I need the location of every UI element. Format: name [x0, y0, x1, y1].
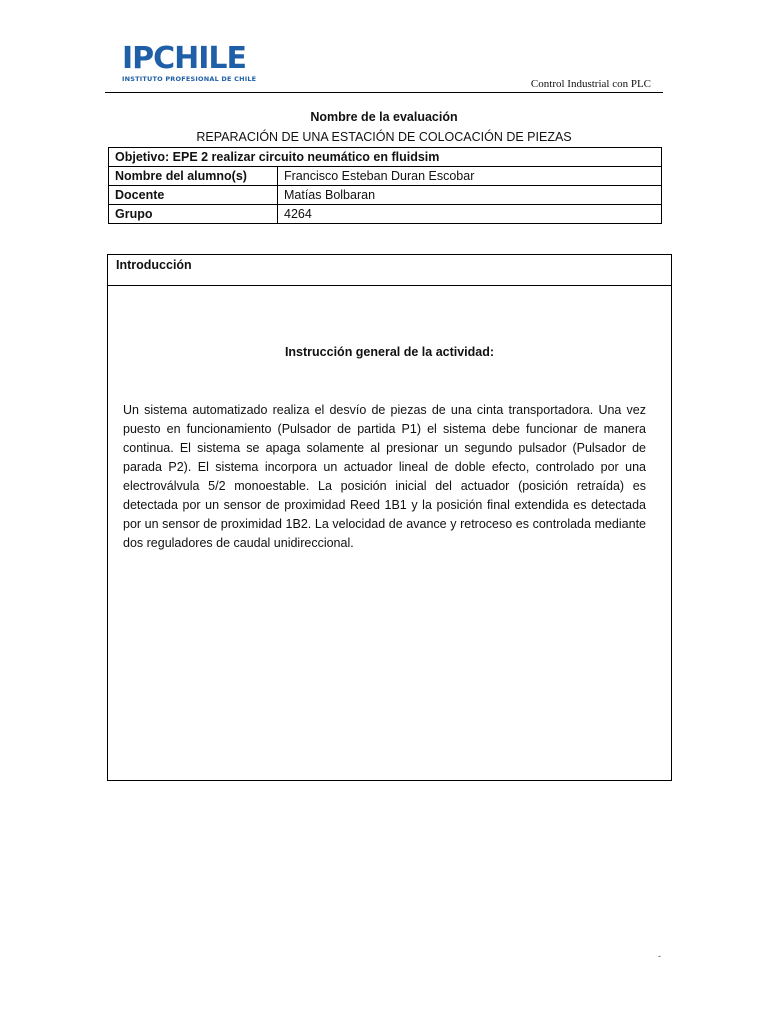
table-row: [109, 186, 662, 205]
ipchile-logo: [122, 41, 257, 83]
table-row: [109, 205, 662, 224]
introduction-heading: Introducción: [108, 255, 671, 286]
objective-cell: Objetivo: EPE 2 realizar circuito neumático en fluidsim: [109, 148, 662, 167]
info-table: [108, 147, 662, 224]
group-value: 4264: [278, 205, 662, 224]
teacher-value: Matías Bolbaran: [278, 186, 662, 205]
evaluation-subtitle: REPARACIÓN DE UNA ESTACIÓN DE COLOCACIÓN DE PIEZAS: [196, 130, 572, 144]
footer-mark: -: [658, 951, 661, 961]
logo-wordmark: IPCHILE: [122, 41, 247, 76]
table-row: [109, 167, 662, 186]
group-label: Grupo: [109, 205, 278, 224]
evaluation-title: Nombre de la evaluación: [310, 110, 458, 124]
table-row: [109, 148, 662, 167]
instruction-title: Instrucción general de la actividad:: [284, 345, 495, 359]
logo-subtitle: INSTITUTO PROFESIONAL DE CHILE: [122, 75, 257, 83]
instruction-body: Un sistema automatizado realiza el desvío de piezas de una cinta transportadora. Una vez puesto en funcionamiento (Pulsador de partida P1) el sistema debe funcionar de manera continua. El sistema se apaga solamente al presionar un segundo pulsador (Pulsador de parada P2). El sistema incorpora un actuador lineal de doble efecto, controlado por una electroválvula 5/2 monoestable. La posición inicial del actuador (posición retraída) es detectada por un sensor de proximidad Reed 1B1 y la posición final extendida es detectada por un sensor de proximidad 1B2. La velocidad de avance y retroceso es controlada mediante dos reguladores de caudal unidireccional.: [123, 403, 646, 550]
teacher-label: Docente: [109, 186, 278, 205]
course-name: Control Industrial con PLC: [530, 78, 651, 90]
header-divider: [105, 92, 663, 93]
student-value: Francisco Esteban Duran Escobar: [278, 167, 662, 186]
introduction-section: [107, 254, 672, 781]
student-label: Nombre del alumno(s): [109, 167, 278, 186]
